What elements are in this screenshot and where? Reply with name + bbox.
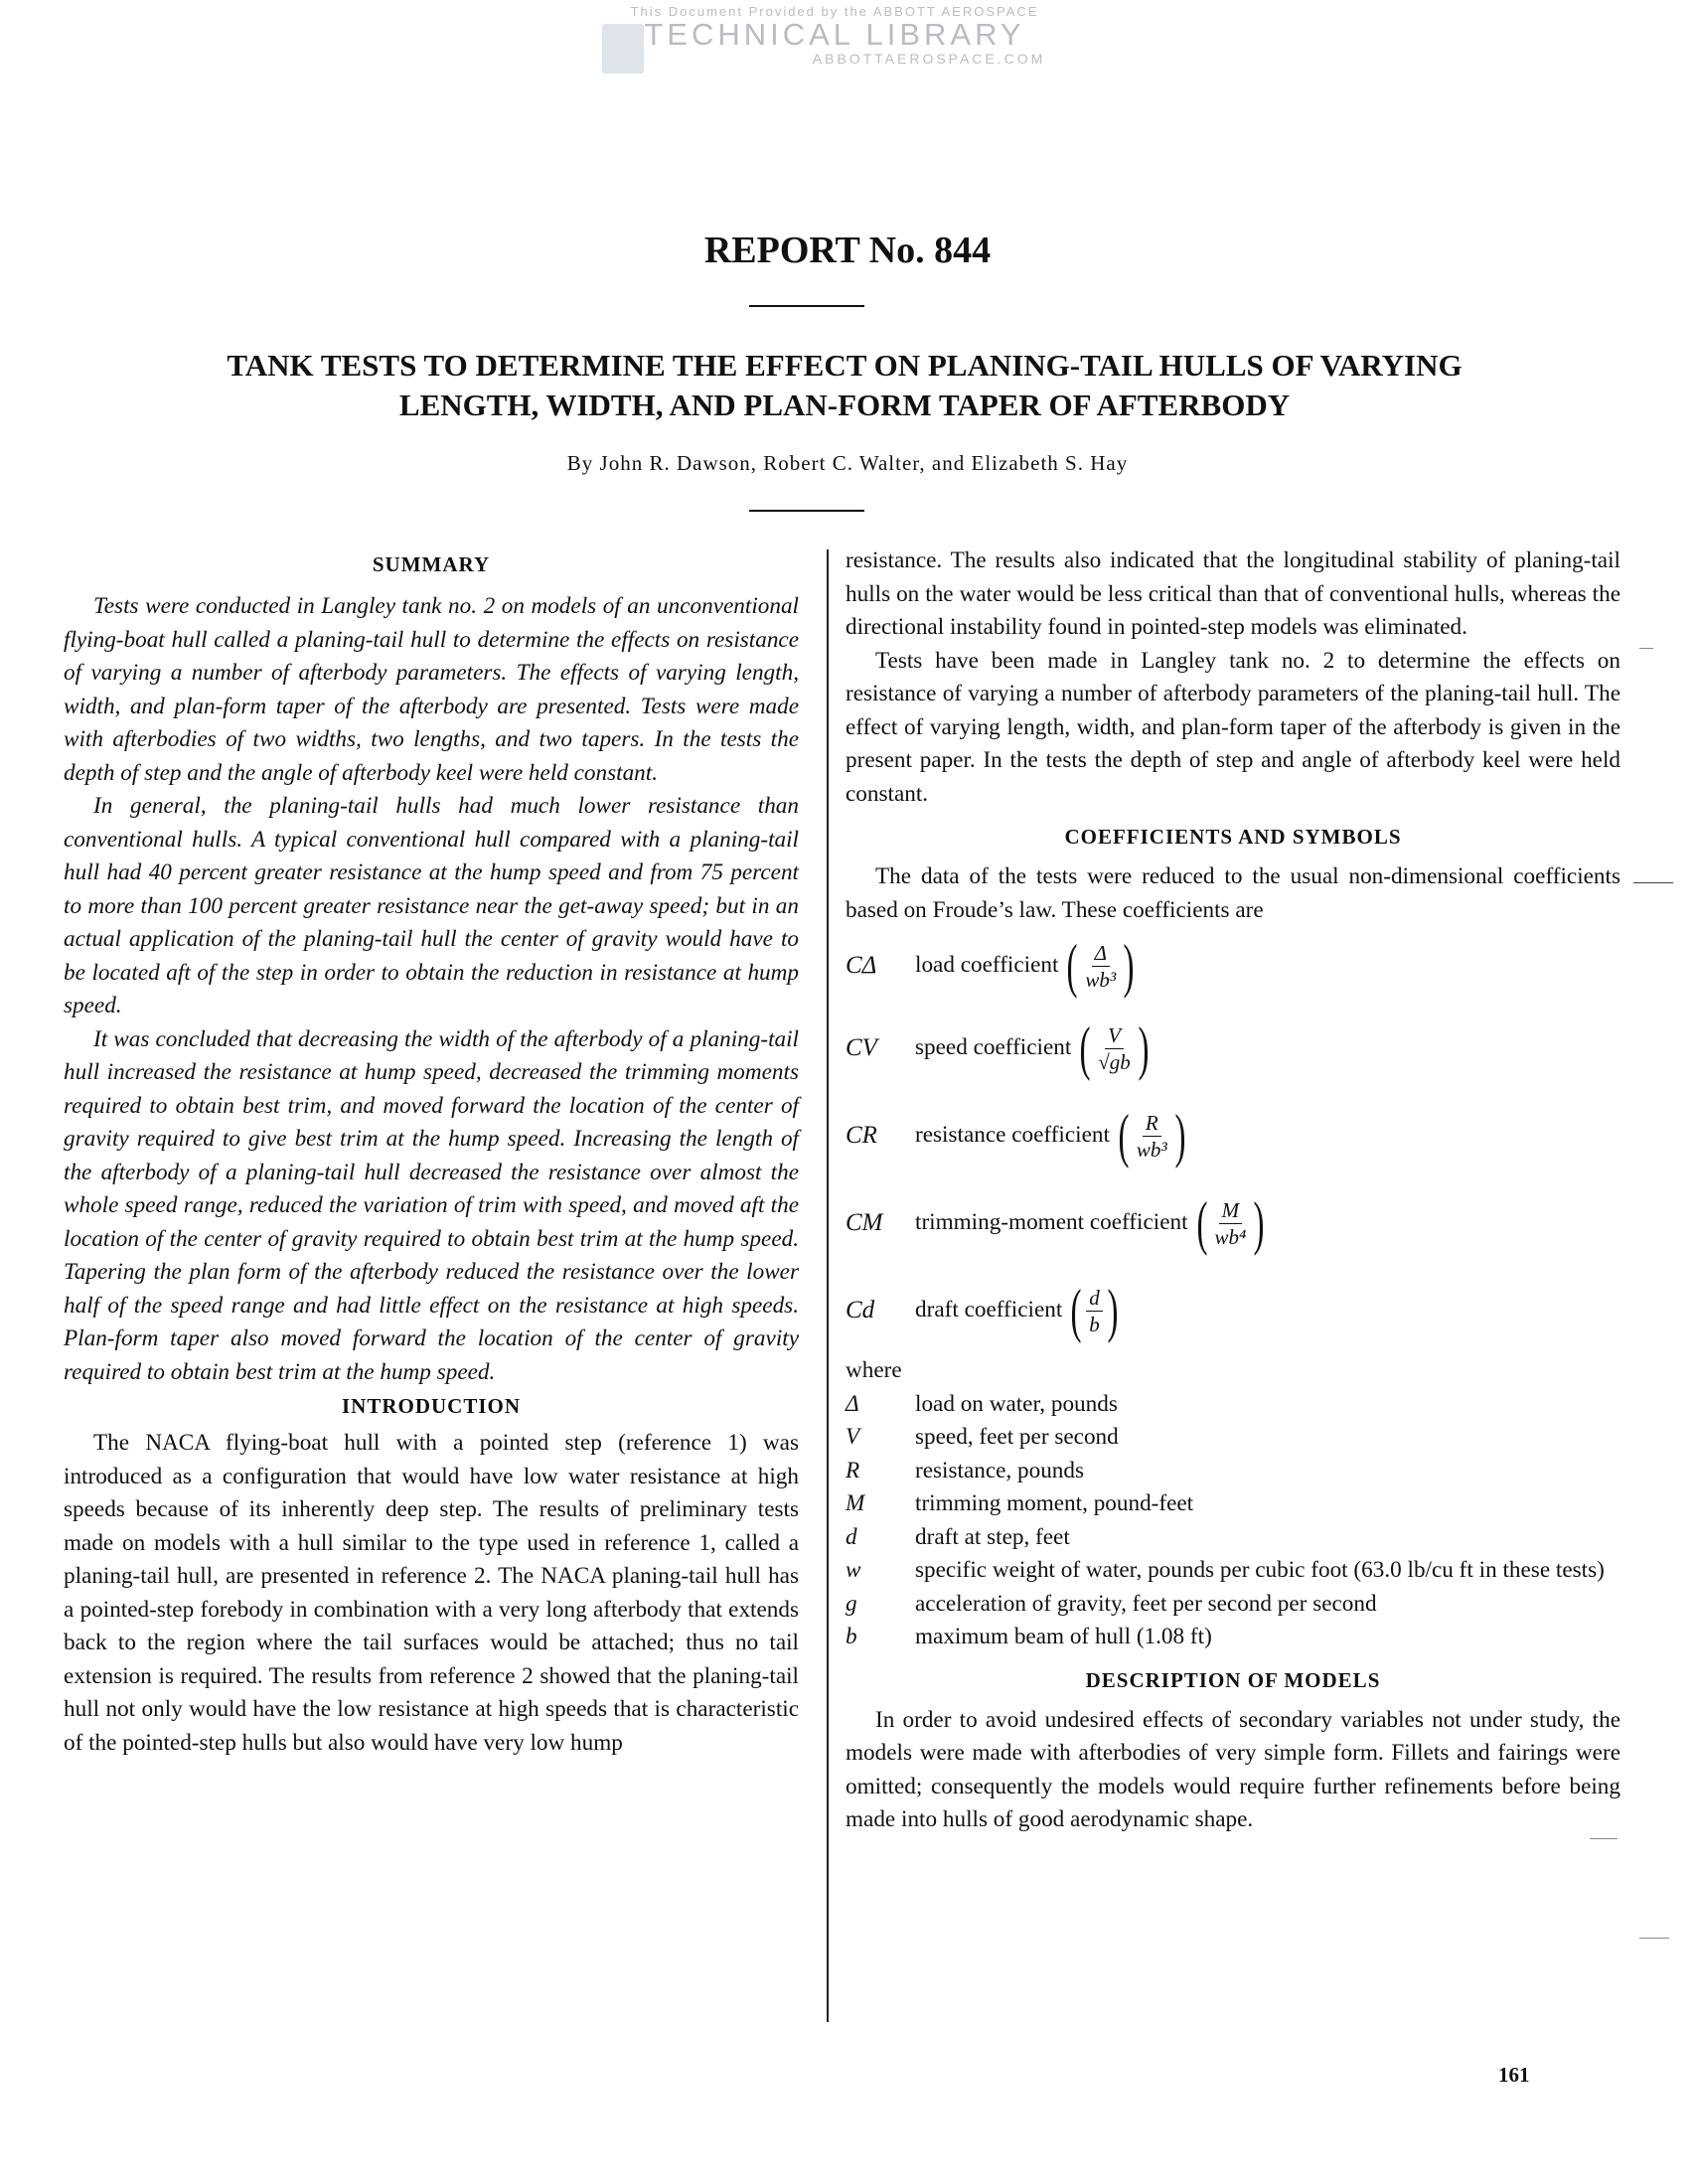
watermark-top: This Document Provided by the ABBOTT AEROSPACE	[630, 4, 1039, 19]
where-label: where	[846, 1357, 902, 1383]
coefficient-symbol: Cd	[846, 1297, 875, 1325]
column-divider	[827, 549, 829, 2022]
page-number: 161	[1498, 2063, 1530, 2087]
left-column	[64, 545, 799, 1760]
summary-paragraph: Tests were conducted in Langley tank no. 2 on models of an unconventional flying-boat hull called a planing-tail hull to determine the effects on resistance of varying a number of afterbody parameters. The effects of varying length, width, and plan-form taper of the afterbody are presented. Tests were made with afterbodies of two widths, two lengths, and two tapers. In the tests the depth of step and the angle of afterbody keel were held constant.	[64, 593, 799, 786]
scan-mark	[1639, 1938, 1669, 1939]
symbol-row: w specific weight of water, pounds per cubic foot (63.0 lb/cu ft in these tests)	[846, 1557, 1605, 1583]
coefficient-row: Cd draft coefficient ( $\frac{d}{b}$ )	[846, 1278, 1119, 1343]
library-logo-icon	[602, 24, 644, 74]
introduction-paragraph-continued: resistance. The results also indicated that the longitudinal stability of planing-tail hulls on the water would be less critical than that of conventional hulls, whereas the directional instability found in pointed-step models was eliminated.	[846, 547, 1620, 640]
right-column	[846, 545, 1620, 1837]
symbol-row: g acceleration of gravity, feet per second per second	[846, 1590, 1377, 1617]
paper-title	[79, 346, 1610, 425]
symbol-row: d draft at step, feet	[846, 1523, 1070, 1550]
coefficient-formula: $\frac{M}{\text{wb⁴}}$	[1214, 1197, 1247, 1249]
coefficient-row: CM trimming-moment coefficient ( $\frac{M}{\text{wb⁴}}$ )	[846, 1190, 1265, 1256]
symbol-row: R resistance, pounds	[846, 1457, 1085, 1483]
coefficient-row: CR resistance coefficient ( $\frac{R}{\text{wb³}}$ )	[846, 1103, 1186, 1169]
coefficient-label: trimming-moment coefficient	[915, 1209, 1188, 1236]
symbol-row: M trimming moment, pound-feet	[846, 1490, 1194, 1516]
coefficient-symbol: CΔ	[846, 952, 877, 980]
divider	[749, 510, 864, 512]
symbol-row: b maximum beam of hull (1.08 ft)	[846, 1624, 1212, 1649]
coefficient-formula: $\frac{R}{\text{wb³}}$	[1136, 1110, 1167, 1162]
title-line-2: LENGTH, WIDTH, AND PLAN-FORM TAPER OF AFTERBODY	[398, 388, 1291, 422]
title-line-1: TANK TESTS TO DETERMINE THE EFFECT ON PLANING-TAIL HULLS OF VARYING	[227, 348, 1463, 383]
introduction-paragraph: Tests have been made in Langley tank no. 2 to determine the effects on resistance of varying a number of afterbody parameters of the planing-tail hull. The effect of varying length, width, and plan-form taper of the afterbody is given in the present paper. In the tests the depth of step and angle of afterbody keel were held constant.	[846, 647, 1620, 807]
coefficients-intro: The data of the tests were reduced to the usual non-dimensional coefficients based on Froude’s law. These coefficients are	[846, 863, 1620, 923]
watermark-title: TECHNICAL LIBRARY	[644, 17, 1025, 52]
coefficient-label: draft coefficient	[915, 1297, 1063, 1324]
summary-paragraph: It was concluded that decreasing the width of the afterbody of a planing-tail hull increased the resistance at hump speed, decreased the trimming moments required to obtain best trim, and moved forward the location of the center of gravity required to give best trim at the hump speed. Increasing the length of the afterbody of a planing-tail hull decreased the resistance over almost the whole speed range, reduced the variation of trim with speed, and moved aft the location of the center of gravity required to obtain best trim at the hump speed. Tapering the plan form of the afterbody reduced the resistance over the lower half of the speed range and had little effect on the resistance at high speeds. Plan-form taper also moved forward the location of the center of gravity required to obtain best trim at the hump speed.	[64, 1025, 799, 1385]
coefficient-row: CV speed coefficient ( $\frac{V}{√gb}$ )	[846, 1015, 1150, 1081]
coefficients-heading: COEFFICIENTS AND SYMBOLS	[1064, 825, 1402, 849]
scan-mark	[1633, 882, 1673, 883]
coefficient-row: CΔ load coefficient ( $\frac{\Delta}{\text{wb³}}$ )	[846, 933, 1135, 999]
authors: By John R. Dawson, Robert C. Walter, and Elizabeth S. Hay	[566, 451, 1129, 475]
symbol-row: V speed, feet per second	[846, 1424, 1119, 1450]
summary-heading: SUMMARY	[372, 552, 491, 576]
coefficient-symbol: CV	[846, 1034, 877, 1062]
coefficient-symbol: CR	[846, 1122, 877, 1150]
watermark-url: ABBOTTAEROSPACE.COM	[812, 51, 1046, 67]
summary-paragraph: In general, the planing-tail hulls had much lower resistance than conventional hulls. A typical conventional hull compared with a planing-tail hull had 40 percent greater resistance at the hump speed and from 75 percent to more than 100 percent greater resistance near the get-away speed; but in an actual application of the planing-tail hull the center of gravity would have to be located aft of the step in order to obtain the reduction in resistance at hump speed.	[64, 793, 799, 1018]
introduction-paragraph: The NACA flying-boat hull with a pointed step (reference 1) was introduced as a configuration that would have low water resistance at high speeds because of its inherently deep step. The results of preliminary tests made on models with a hull similar to the type used in reference 1, called a planing-tail hull, are presented in reference 2. The NACA planing-tail hull has a pointed-step forebody in combination with a very long afterbody that extends back to the region where the tail surfaces would be attached; thus no tail extension is required. The results from reference 2 showed that the planing-tail hull not only would have the low resistance at high speeds that is characteristic of the pointed-step hulls but also would have very low hump	[64, 1430, 799, 1756]
coefficient-label: load coefficient	[915, 952, 1059, 979]
symbol-row: Δ load on water, pounds	[846, 1390, 1118, 1417]
coefficient-symbol: CM	[846, 1209, 883, 1237]
coefficient-formula: $\frac{\Delta}{\text{wb³}}$	[1085, 940, 1117, 992]
description-heading: DESCRIPTION OF MODELS	[1085, 1667, 1381, 1692]
introduction-heading: INTRODUCTION	[341, 1394, 522, 1418]
scan-mark	[1639, 648, 1653, 649]
coefficient-label: speed coefficient	[915, 1034, 1072, 1061]
watermark	[596, 4, 1073, 67]
report-number: REPORT No. 844	[703, 230, 992, 271]
description-paragraph: In order to avoid undesired effects of secondary variables not under study, the models were made with afterbodies of very simple form. Fillets and fairings were omitted; consequently the models would require further refinements before being made into hulls of good aerodynamic shape.	[846, 1706, 1620, 1832]
coefficient-formula: $\frac{d}{b}$	[1086, 1285, 1103, 1337]
scan-mark	[1590, 1838, 1618, 1839]
coefficient-formula: $\frac{V}{√gb}$	[1098, 1022, 1131, 1074]
coefficient-label: resistance coefficient	[915, 1122, 1110, 1149]
divider	[749, 305, 864, 307]
